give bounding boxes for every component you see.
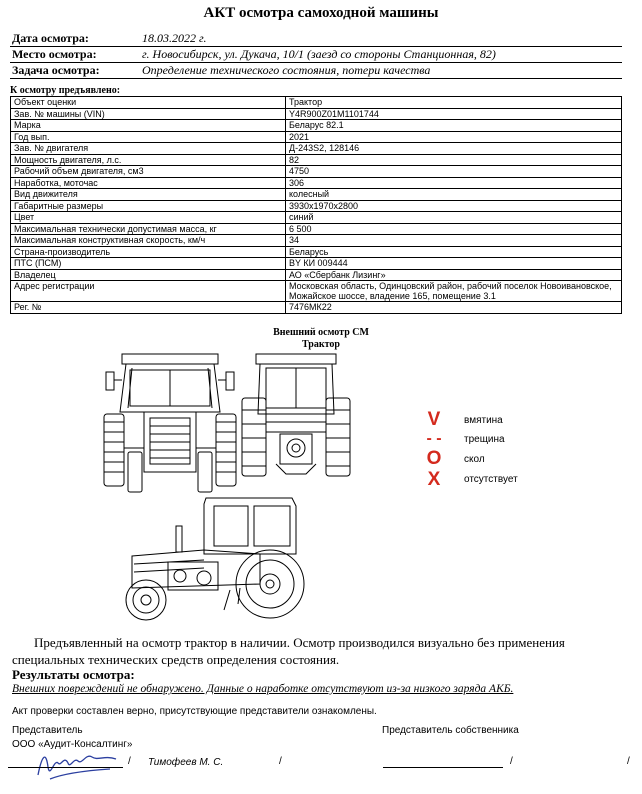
date-value: 18.03.2022 г. <box>142 31 207 45</box>
spec-value: 7476МК22 <box>286 302 622 314</box>
right-signature-line <box>383 766 503 768</box>
spec-key: Зав. № машины (VIN) <box>11 108 286 120</box>
spec-value: 306 <box>286 177 622 189</box>
right-slash-2: / <box>627 756 630 767</box>
legend-crack-symbol: - - <box>426 430 442 447</box>
left-rep-name: Тимофеев М. С. <box>148 757 224 768</box>
tractor-side-view <box>120 492 320 622</box>
spec-row <box>11 131 622 143</box>
spec-value: Беларусь <box>286 246 622 258</box>
left-signature-line <box>8 766 123 768</box>
spec-key: Адрес регистрации <box>11 281 286 302</box>
specification-table <box>10 96 622 314</box>
spec-value: Московская область, Одинцовский район, рабочий поселок Новоивановское, Можайское шоссе, владение 165, помещение 3.1 <box>286 281 622 302</box>
inspection-date-row <box>10 30 622 47</box>
inspection-place-row <box>10 46 622 63</box>
spec-row <box>11 269 622 281</box>
spec-key: Владелец <box>11 269 286 281</box>
spec-key: Максимальная конструктивная скорость, км/ч <box>11 235 286 247</box>
spec-value: Y4R900Z01M1101744 <box>286 108 622 120</box>
spec-key: Вид движителя <box>11 189 286 201</box>
date-label: Дата осмотра: <box>12 31 89 45</box>
spec-row <box>11 108 622 120</box>
spec-value: Беларус 82.1 <box>286 120 622 132</box>
legend-dent-symbol: V <box>427 409 441 430</box>
right-slash-1: / <box>510 756 513 767</box>
tractor-rear-view <box>240 352 352 482</box>
results-text: Внешних повреждений не обнаружено. Данные о наработке отсутствуют из-за низкого заряда АКБ. <box>12 683 514 695</box>
spec-value: 2021 <box>286 131 622 143</box>
spec-key: Мощность двигателя, л.с. <box>11 154 286 166</box>
left-slash-2: / <box>279 756 282 767</box>
spec-row <box>11 258 622 270</box>
presented-label: К осмотру предъявлено: <box>10 85 622 97</box>
spec-value: колесный <box>286 189 622 201</box>
spec-row <box>11 143 622 155</box>
spec-value: 82 <box>286 154 622 166</box>
spec-key: Страна-производитель <box>11 246 286 258</box>
legend-missing-label: отсутствует <box>464 474 518 485</box>
inspection-task-row <box>10 62 622 79</box>
spec-value: 34 <box>286 235 622 247</box>
legend-crack-label: трещина <box>464 434 505 445</box>
legend-chip-label: скол <box>464 454 485 465</box>
place-label: Место осмотра: <box>12 47 97 61</box>
spec-key: Рабочий объем двигателя, см3 <box>11 166 286 178</box>
right-rep-title: Представитель собственника <box>382 725 519 736</box>
spec-row <box>11 246 622 258</box>
spec-row <box>11 154 622 166</box>
acknowledgement-text: Акт проверки составлен верно, присутствующие представители ознакомлены. <box>12 706 377 717</box>
spec-key: Объект оценки <box>11 97 286 109</box>
spec-row <box>11 200 622 212</box>
spec-value: АО «Сбербанк Лизинг» <box>286 269 622 281</box>
spec-row <box>11 166 622 178</box>
spec-row <box>11 302 622 314</box>
spec-row <box>11 97 622 109</box>
document-title: АКТ осмотра самоходной машины <box>203 5 439 21</box>
spec-value: 3930х1970х2800 <box>286 200 622 212</box>
diagram-subcaption: Трактор <box>302 339 340 350</box>
spec-row <box>11 212 622 224</box>
spec-key: ПТС (ПСМ) <box>11 258 286 270</box>
spec-value: 4750 <box>286 166 622 178</box>
left-slash-1: / <box>128 756 131 767</box>
inspection-paragraph: Предъявленный на осмотр трактор в наличии. Осмотр производился визуально без применения специальных технических средств определения состояния. <box>12 635 565 667</box>
spec-row <box>11 281 622 302</box>
spec-value: синий <box>286 212 622 224</box>
task-value: Определение технического состояния, потери качества <box>142 63 431 77</box>
spec-key: Наработка, моточас <box>11 177 286 189</box>
spec-value: Д-243S2, 128146 <box>286 143 622 155</box>
spec-key: Цвет <box>11 212 286 224</box>
spec-key: Габаритные размеры <box>11 200 286 212</box>
legend-dent-label: вмятина <box>464 415 503 426</box>
spec-value: BY КИ 009444 <box>286 258 622 270</box>
tractor-front-view <box>100 352 240 498</box>
spec-value: Трактор <box>286 97 622 109</box>
spec-row <box>11 189 622 201</box>
legend-missing-symbol: X <box>427 469 441 490</box>
spec-value: 6 500 <box>286 223 622 235</box>
spec-key: Зав. № двигателя <box>11 143 286 155</box>
spec-row <box>11 223 622 235</box>
legend-chip-symbol: O <box>426 448 442 469</box>
spec-key: Марка <box>11 120 286 132</box>
left-rep-title: Представитель <box>12 725 83 736</box>
spec-key: Максимальная технически допустимая масса, кг <box>11 223 286 235</box>
handwritten-signature <box>30 745 120 785</box>
spec-key: Рег. № <box>11 302 286 314</box>
left-rep-org: ООО «Аудит-Консалтинг» <box>12 739 133 750</box>
spec-row <box>11 120 622 132</box>
results-heading: Результаты осмотра: <box>12 667 135 682</box>
spec-row <box>11 235 622 247</box>
place-value: г. Новосибирск, ул. Дукача, 10/1 (заезд со стороны Станционная, 82) <box>142 47 496 61</box>
spec-key: Год вып. <box>11 131 286 143</box>
spec-row <box>11 177 622 189</box>
diagram-caption: Внешний осмотр СМ <box>273 327 369 338</box>
task-label: Задача осмотра: <box>12 63 100 77</box>
